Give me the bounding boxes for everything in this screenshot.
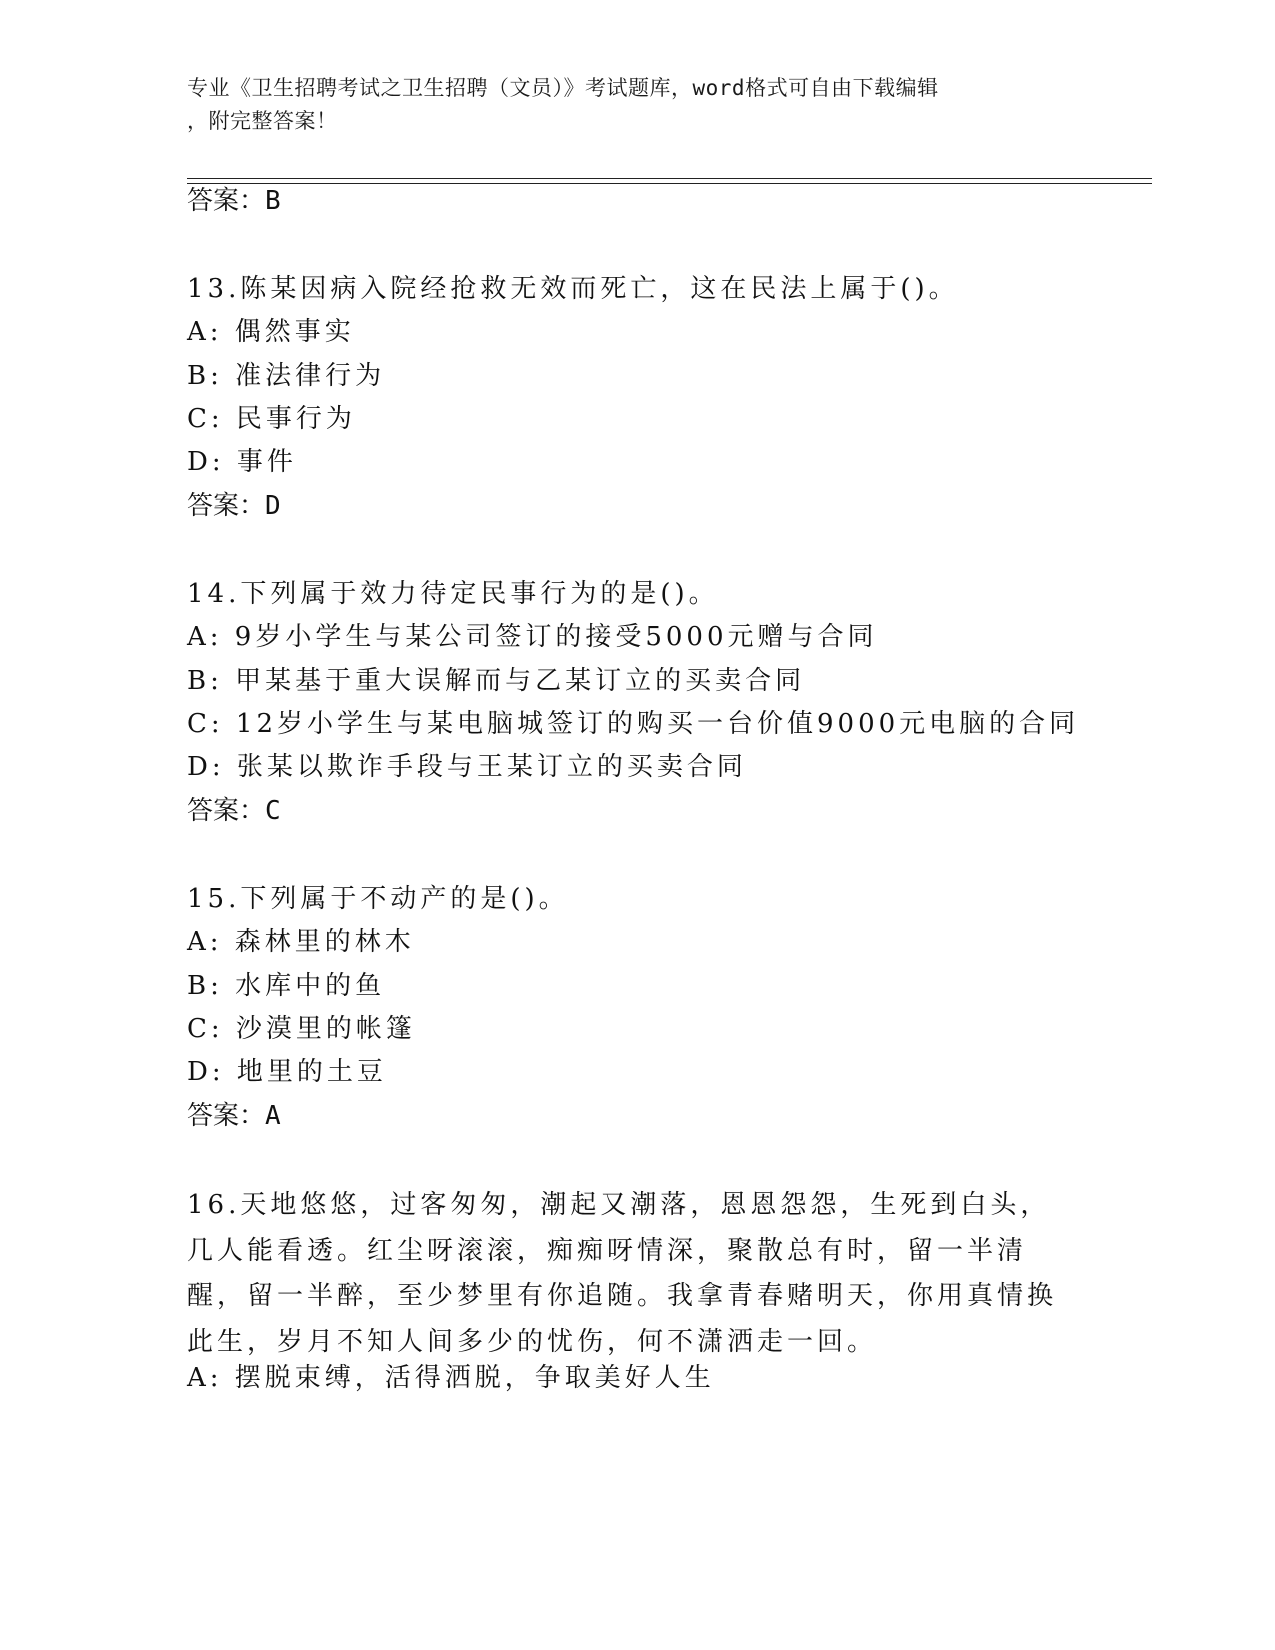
document-header (187, 72, 1067, 138)
question-15-option-d: D: 地里的土豆 (187, 1057, 387, 1087)
question-14-option-b: B: 甲某基于重大误解而与乙某订立的买卖合同 (187, 666, 806, 696)
question-13-stem: 13.陈某因病入院经抢救无效而死亡，这在民法上属于()。 (187, 274, 959, 304)
question-14-option-c: C: 12岁小学生与某电脑城签订的购买一台价值9000元电脑的合同 (187, 709, 1080, 739)
question-13-option-c: C: 民事行为 (187, 404, 356, 434)
header-line-2: ，附完整答案！ (187, 109, 338, 133)
question-15-option-a: A: 森林里的林木 (187, 927, 415, 957)
answer-13: 答案：D (187, 491, 281, 521)
question-14-option-d: D: 张某以欺诈手段与王某订立的买卖合同 (187, 752, 747, 782)
question-16-option-a: A: 摆脱束缚，活得洒脱，争取美好人生 (187, 1363, 715, 1393)
question-15-option-c: C: 沙漠里的帐篷 (187, 1014, 416, 1044)
question-15-option-b: B: 水库中的鱼 (187, 971, 386, 1001)
answer-14: 答案：C (187, 796, 281, 826)
answer-12: 答案：B (187, 186, 281, 216)
question-16-stem: 16.天地悠悠，过客匆匆，潮起又潮落，恩恩怨怨，生死到白头，几人能看透。红尘呀滚滚，痴痴呀情深，聚散总有时，留一半清醒，留一半醉，至少梦里有你追随。我拿青春赌明天，你用真情换此生，岁月不知人间多少的忧伤，何不潇洒走一回。 (187, 1190, 1058, 1357)
answer-15: 答案：A (187, 1101, 281, 1131)
header-divider (187, 178, 1152, 184)
header-line-1: 专业《卫生招聘考试之卫生招聘（文员）》考试题库，word格式可自由下载编辑 (187, 76, 939, 100)
question-13-option-b: B: 准法律行为 (187, 361, 386, 391)
question-15-stem: 15.下列属于不动产的是()。 (187, 884, 569, 914)
question-14-option-a: A: 9岁小学生与某公司签订的接受5000元赠与合同 (187, 622, 878, 652)
question-13-option-d: D: 事件 (187, 447, 297, 477)
question-13-option-a: A: 偶然事实 (187, 317, 355, 347)
question-14-stem: 14.下列属于效力待定民事行为的是()。 (187, 579, 719, 609)
